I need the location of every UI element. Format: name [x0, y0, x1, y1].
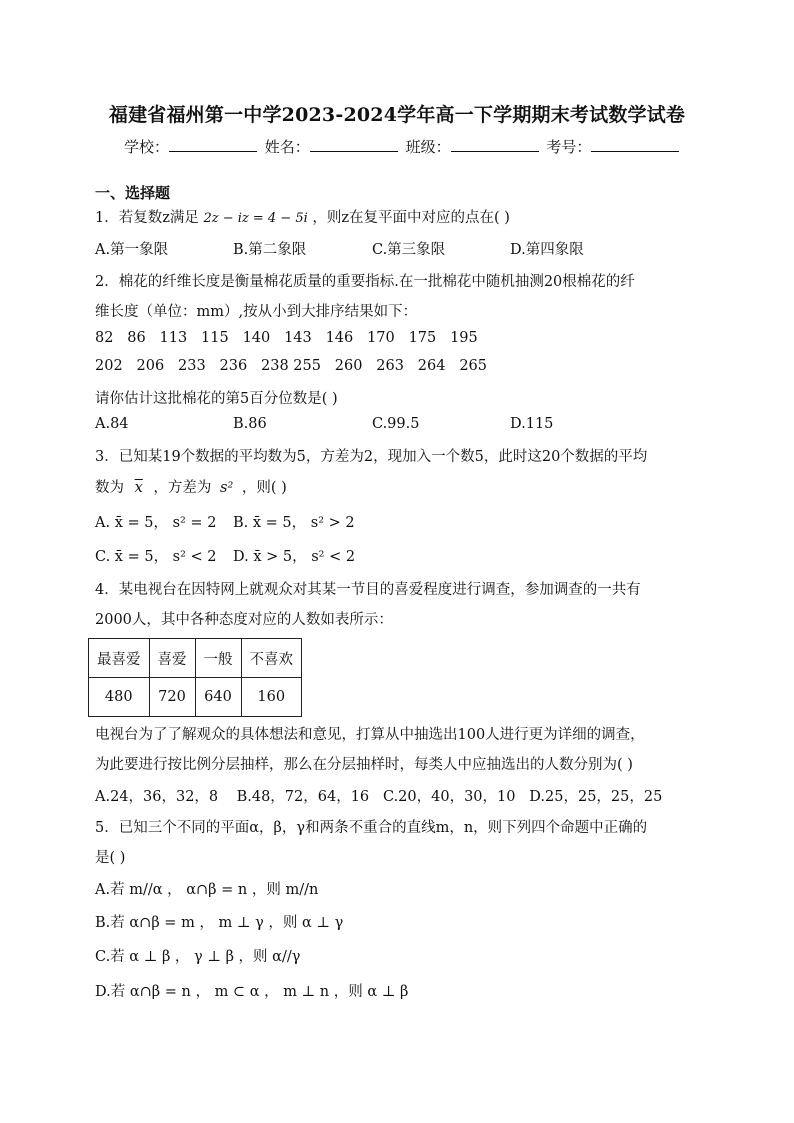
- q3-variance-symbol: s²: [220, 480, 234, 496]
- q1-option-b: B.第二象限: [233, 242, 307, 258]
- q3-option-b: B. x̄ = 5， s² > 2: [233, 515, 355, 531]
- q5-line-1: 5．已知三个不同的平面α，β，γ和两条不重合的直线m，n，则下列四个命题中正确的: [95, 820, 648, 836]
- school-blank[interactable]: [169, 137, 257, 152]
- section-heading: 一、选择题: [95, 184, 171, 202]
- q3-option-c: C. x̄ = 5， s² < 2: [95, 549, 217, 565]
- q4-line-2: 2000人，其中各种态度对应的人数如表所示：: [95, 612, 393, 628]
- name-blank[interactable]: [310, 137, 398, 152]
- q5-line-2: 是( ): [95, 850, 126, 866]
- table-row: [89, 639, 302, 678]
- q2-line-3: 请你估计这批棉花的第5百分位数是( ): [95, 391, 338, 407]
- exam-number-label: 考号：: [546, 138, 592, 156]
- table-header-cell: 一般: [195, 639, 241, 678]
- q5-option-c: C.若 α ⊥ β ， γ ⊥ β ，则 α//γ: [95, 949, 301, 965]
- q1-option-a: A.第一象限: [95, 242, 169, 258]
- survey-table: [88, 638, 302, 717]
- q1-option-d: D.第四象限: [510, 242, 584, 258]
- q1-option-c: C.第三象限: [372, 242, 446, 258]
- q3-line-1: 3．已知某19个数据的平均数为5，方差为2，现加入一个数5，此时这20个数据的平均: [95, 449, 648, 465]
- q2-data-row-2: 202 206 233 236 238 255 260 263 264 265: [95, 358, 487, 374]
- q3-line-2a: 数为: [95, 480, 124, 496]
- q3-line-2: [95, 476, 287, 497]
- q2-option-d: D.115: [510, 416, 554, 432]
- table-header-cell: 最喜爱: [89, 639, 150, 678]
- name-label: 姓名：: [264, 138, 310, 156]
- q2-line-1: 2．棉花的纤维长度是衡量棉花质量的重要指标.在一批棉花中随机抽测20根棉花的纤: [95, 274, 635, 290]
- table-cell: 160: [241, 678, 302, 717]
- exam-title: 福建省福州第一中学2023-2024学年高一下学期期末考试数学试卷: [108, 104, 686, 126]
- table-cell: 480: [89, 678, 150, 717]
- class-label: 班级：: [405, 138, 451, 156]
- school-label: 学校：: [124, 138, 170, 156]
- table-row: [89, 678, 302, 717]
- q3-line-2c: ，则( ): [241, 480, 287, 496]
- q4-options: A.24，36，32，8 B.48，72，64，16 C.20，40，30，10 D.25，25，25，25: [95, 789, 663, 805]
- q5-option-b: B.若 α∩β = m ， m ⊥ γ ，则 α ⊥ γ: [95, 915, 344, 931]
- table-cell: 640: [195, 678, 241, 717]
- q1-formula: 2z − iz = 4 − 5i: [203, 211, 308, 226]
- q1-stem-b: ，则z在复平面中对应的点在( ): [312, 210, 510, 226]
- table-header-cell: 喜爱: [149, 639, 195, 678]
- q3-option-a: A. x̄ = 5， s² = 2: [95, 515, 217, 531]
- q4-line-1: 4．某电视台在因特网上就观众对其某一节目的喜爱程度进行调查，参加调查的一共有: [95, 582, 641, 598]
- table-header-cell: 不喜欢: [241, 639, 302, 678]
- class-blank[interactable]: [451, 137, 539, 152]
- question-1-stem: [95, 206, 510, 227]
- q2-option-a: A.84: [95, 416, 129, 432]
- table-cell: 720: [149, 678, 195, 717]
- q2-option-b: B.86: [233, 416, 267, 432]
- q4-line-4: 为此要进行按比例分层抽样，那么在分层抽样时，每类人中应抽选出的人数分别为( ): [95, 757, 633, 773]
- q2-data-row-1: 82 86 113 115 140 143 146 170 175 195: [95, 330, 478, 346]
- student-info-line: [124, 136, 682, 157]
- q3-option-d: D. x̄ > 5， s² < 2: [233, 549, 356, 565]
- q5-option-d: D.若 α∩β = n ， m ⊂ α ， m ⊥ n ，则 α ⊥ β: [95, 984, 409, 1000]
- q5-option-a: A.若 m//α ， α∩β = n ，则 m//n: [95, 882, 319, 898]
- q2-line-2: 维长度（单位：mm）,按从小到大排序结果如下：: [95, 304, 418, 320]
- q1-stem-a: 1．若复数z满足: [95, 210, 199, 226]
- exam-number-blank[interactable]: [591, 137, 679, 152]
- q4-line-3: 电视台为了了解观众的具体想法和意见，打算从中抽选出100人进行更为详细的调查，: [95, 727, 645, 743]
- q2-option-c: C.99.5: [372, 416, 420, 432]
- q3-line-2b: ，方差为: [153, 480, 212, 496]
- q3-mean-symbol: $\overline{x}$: [134, 480, 143, 496]
